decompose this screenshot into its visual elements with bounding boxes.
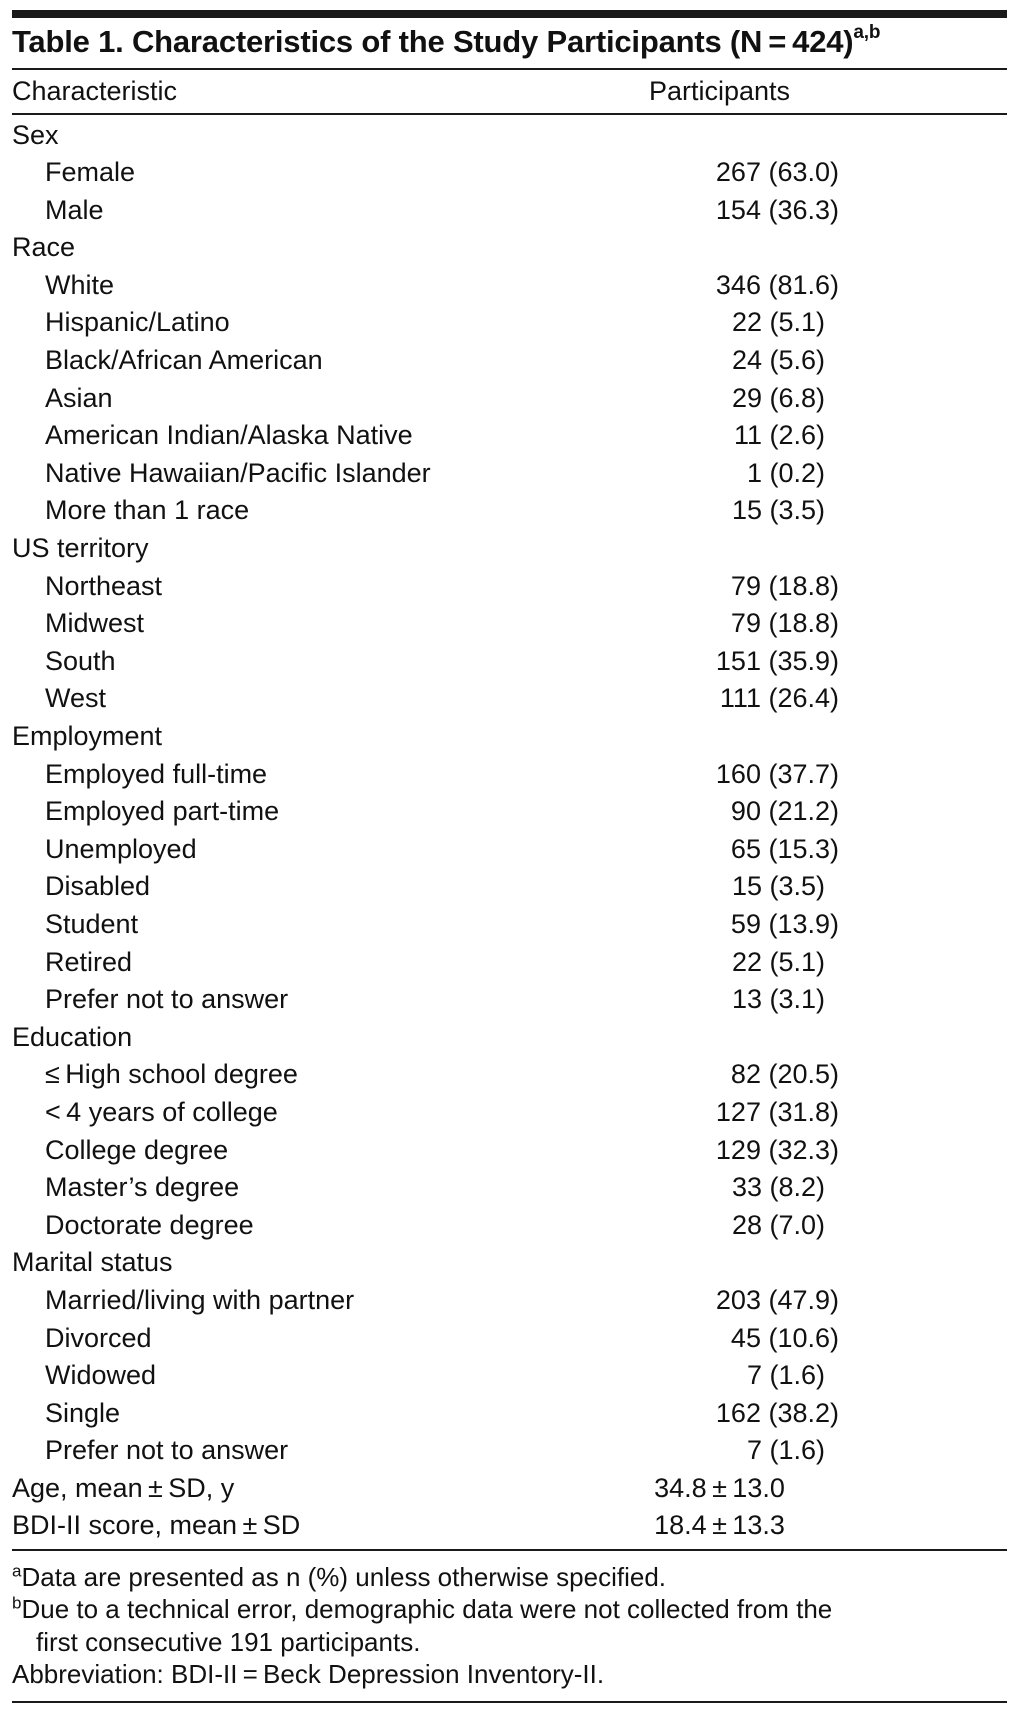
row-label: Sex bbox=[12, 119, 59, 150]
table-row bbox=[12, 455, 1007, 493]
table-row bbox=[12, 643, 1007, 681]
table-section-heading bbox=[12, 530, 1007, 568]
bottom-rule bbox=[12, 1701, 1007, 1703]
table-row bbox=[12, 417, 1007, 455]
row-label: Age, mean ± SD, y bbox=[12, 1472, 235, 1503]
row-value: 15 (3.5) bbox=[731, 495, 825, 526]
row-value: 90 (21.2) bbox=[730, 796, 839, 827]
footnote-b-continued bbox=[12, 1626, 1007, 1659]
table-title bbox=[12, 18, 1007, 68]
table-row bbox=[12, 1094, 1007, 1132]
row-value: 34.8 ± 13.0 bbox=[654, 1472, 785, 1503]
table-row bbox=[12, 1169, 1007, 1207]
row-label: Asian bbox=[45, 382, 113, 413]
table-row bbox=[12, 1357, 1007, 1395]
row-value: 129 (32.3) bbox=[715, 1134, 839, 1165]
row-value: 267 (63.0) bbox=[715, 157, 839, 188]
row-value bbox=[607, 718, 1007, 756]
table-row bbox=[12, 944, 1007, 982]
row-label: Unemployed bbox=[45, 833, 197, 864]
row-label: Married/living with partner bbox=[45, 1284, 355, 1315]
row-label: Black/African American bbox=[45, 345, 323, 376]
table-row bbox=[12, 680, 1007, 718]
row-value: 13 (3.1) bbox=[731, 984, 825, 1015]
table-body bbox=[12, 115, 1007, 1550]
row-value: 79 (18.8) bbox=[730, 570, 839, 601]
row-value bbox=[607, 1244, 1007, 1282]
row-value: 7 (1.6) bbox=[746, 1360, 825, 1391]
row-value bbox=[607, 530, 1007, 568]
row-label: Student bbox=[45, 908, 139, 939]
row-value: 65 (15.3) bbox=[730, 833, 839, 864]
table-row bbox=[12, 605, 1007, 643]
row-label: Employed full-time bbox=[45, 758, 268, 789]
row-label: Race bbox=[12, 232, 76, 263]
header-characteristic: Characteristic bbox=[12, 76, 178, 106]
table-row bbox=[12, 756, 1007, 794]
row-value: 111 (26.4) bbox=[719, 683, 839, 714]
row-label: Master’s degree bbox=[45, 1172, 240, 1203]
row-value: 154 (36.3) bbox=[715, 194, 839, 225]
table-row bbox=[12, 1320, 1007, 1358]
footnote-a-text: Data are presented as n (%) unless otherwise specified. bbox=[21, 1561, 667, 1592]
table-row bbox=[12, 192, 1007, 230]
row-label: Doctorate degree bbox=[45, 1209, 254, 1240]
table-row bbox=[12, 492, 1007, 530]
row-label: Prefer not to answer bbox=[45, 1435, 289, 1466]
row-value: 22 (5.1) bbox=[731, 307, 825, 338]
footnote-b-text-line2: first consecutive 191 participants. bbox=[36, 1626, 421, 1657]
row-value bbox=[607, 1019, 1007, 1057]
participant-characteristics-table bbox=[12, 10, 1007, 1703]
row-label: ≤ High school degree bbox=[45, 1059, 298, 1090]
row-label: Education bbox=[12, 1021, 133, 1052]
table-row bbox=[12, 793, 1007, 831]
row-value: 151 (35.9) bbox=[715, 645, 839, 676]
row-value: 28 (7.0) bbox=[731, 1209, 825, 1240]
row-value bbox=[607, 117, 1007, 155]
row-value: 346 (81.6) bbox=[715, 269, 839, 300]
table-row bbox=[12, 568, 1007, 606]
row-label: Employed part-time bbox=[45, 796, 280, 827]
footnote-b-mark: b bbox=[12, 1593, 22, 1613]
row-value bbox=[607, 229, 1007, 267]
row-label: Widowed bbox=[45, 1360, 157, 1391]
row-value: 29 (6.8) bbox=[731, 382, 825, 413]
footnote-a bbox=[12, 1561, 1007, 1594]
row-value: 45 (10.6) bbox=[730, 1322, 839, 1353]
table-row bbox=[12, 1432, 1007, 1470]
row-value: 162 (38.2) bbox=[715, 1397, 839, 1428]
row-value: 203 (47.9) bbox=[715, 1284, 839, 1315]
footnote-a-mark: a bbox=[12, 1560, 22, 1580]
row-label: More than 1 race bbox=[45, 495, 250, 526]
row-label: BDI-II score, mean ± SD bbox=[12, 1510, 301, 1541]
row-value: 160 (37.7) bbox=[715, 758, 839, 789]
row-label: West bbox=[45, 683, 107, 714]
table-row bbox=[12, 831, 1007, 869]
row-label: American Indian/Alaska Native bbox=[45, 420, 413, 451]
row-value: 11 (2.6) bbox=[733, 420, 825, 451]
row-label: Midwest bbox=[45, 608, 145, 639]
row-value: 127 (31.8) bbox=[715, 1096, 839, 1127]
table-section-heading bbox=[12, 1019, 1007, 1057]
row-label: Northeast bbox=[45, 570, 163, 601]
row-label: Marital status bbox=[12, 1247, 173, 1278]
row-label: Divorced bbox=[45, 1322, 152, 1353]
row-label: Hispanic/Latino bbox=[45, 307, 230, 338]
row-label: Disabled bbox=[45, 871, 151, 902]
table-row bbox=[12, 1395, 1007, 1433]
table-header-row bbox=[12, 70, 1007, 113]
table-row bbox=[12, 981, 1007, 1019]
row-label: South bbox=[45, 645, 116, 676]
row-value: 79 (18.8) bbox=[730, 608, 839, 639]
table-row bbox=[12, 1132, 1007, 1170]
row-label: Prefer not to answer bbox=[45, 984, 289, 1015]
table-row bbox=[12, 1507, 1007, 1545]
row-label: Single bbox=[45, 1397, 121, 1428]
row-value: 15 (3.5) bbox=[731, 871, 825, 902]
row-value: 1 (0.2) bbox=[746, 457, 825, 488]
footnote-abbreviation: Abbreviation: BDI-II = Beck Depression Inventory-II. bbox=[12, 1659, 605, 1690]
row-value: 33 (8.2) bbox=[731, 1172, 825, 1203]
row-label: Female bbox=[45, 157, 136, 188]
table-row bbox=[12, 304, 1007, 342]
row-label: Male bbox=[45, 194, 104, 225]
row-value: 7 (1.6) bbox=[746, 1435, 825, 1466]
row-value: 82 (20.5) bbox=[730, 1059, 839, 1090]
table-section-heading bbox=[12, 229, 1007, 267]
table-footnotes bbox=[12, 1551, 1007, 1701]
row-label: < 4 years of college bbox=[45, 1096, 278, 1127]
table-row bbox=[12, 1207, 1007, 1245]
row-label: College degree bbox=[45, 1134, 229, 1165]
row-value: 59 (13.9) bbox=[730, 908, 839, 939]
row-label: Retired bbox=[45, 946, 133, 977]
row-value: 22 (5.1) bbox=[731, 946, 825, 977]
table-row bbox=[12, 1470, 1007, 1508]
table-row bbox=[12, 267, 1007, 305]
row-label: Native Hawaiian/Pacific Islander bbox=[45, 457, 431, 488]
table-row bbox=[12, 154, 1007, 192]
row-label: White bbox=[45, 269, 115, 300]
table-row bbox=[12, 1282, 1007, 1320]
table-section-heading bbox=[12, 117, 1007, 155]
table-row bbox=[12, 906, 1007, 944]
table-row bbox=[12, 342, 1007, 380]
footnote-b-text-line1: Due to a technical error, demographic data were not collected from the bbox=[21, 1594, 833, 1625]
table-section-heading bbox=[12, 718, 1007, 756]
table-row bbox=[12, 868, 1007, 906]
table-title-text: Table 1. Characteristics of the Study Participants (N = 424) bbox=[12, 24, 854, 59]
table-section-heading bbox=[12, 1244, 1007, 1282]
top-rule bbox=[12, 10, 1007, 18]
header-participants: Participants bbox=[648, 76, 791, 106]
row-label: Employment bbox=[12, 721, 163, 751]
row-value: 24 (5.6) bbox=[731, 345, 825, 376]
table-row bbox=[12, 380, 1007, 418]
row-label: US territory bbox=[12, 533, 149, 564]
footnote-b bbox=[12, 1593, 1007, 1626]
table-row bbox=[12, 1056, 1007, 1094]
row-value: 18.4 ± 13.3 bbox=[654, 1510, 785, 1541]
table-title-superscript: a,b bbox=[853, 21, 881, 43]
